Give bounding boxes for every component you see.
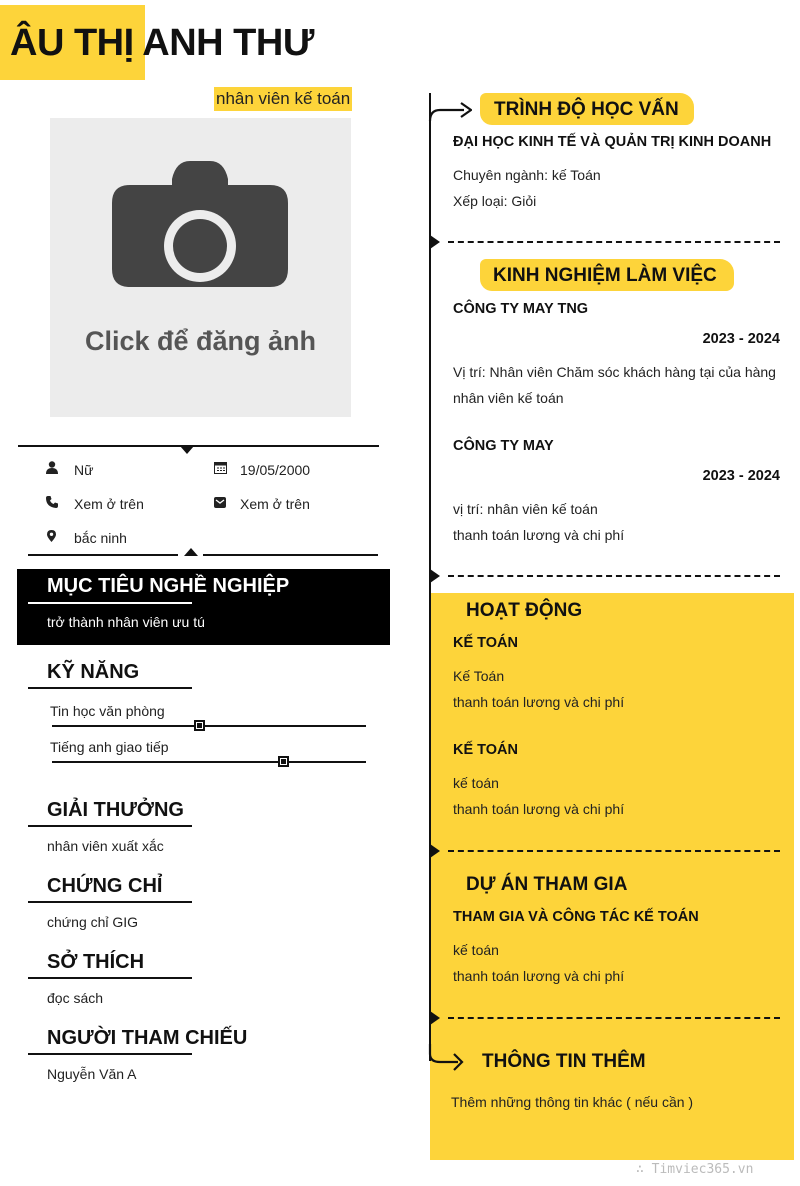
info-divider-bottom-left — [28, 554, 178, 556]
experience-detail[interactable]: thanh toán lương và chi phí — [453, 527, 625, 543]
references-title[interactable]: NGƯỜI THAM CHIẾU — [47, 1027, 248, 1049]
skill-name[interactable]: Tiếng anh giao tiếp — [50, 739, 169, 755]
experience-title[interactable]: KINH NGHIỆM LÀM VIỆC — [493, 265, 717, 286]
projects-title[interactable]: DỰ ÁN THAM GIA — [466, 874, 628, 895]
activities-title[interactable]: HOẠT ĐỘNG — [466, 600, 583, 621]
education-school[interactable]: ĐẠI HỌC KINH TẾ VÀ QUẢN TRỊ KINH DOANH — [453, 134, 772, 150]
objective-text[interactable]: trở thành nhân viên ưu tú — [47, 614, 205, 630]
timeline-marker — [430, 844, 440, 858]
job-title[interactable]: nhân viên kế toán — [214, 87, 352, 111]
activity-name[interactable]: KẾ TOÁN — [453, 742, 518, 758]
hobbies-underline — [28, 977, 192, 979]
experience-company[interactable]: CÔNG TY MAY TNG — [453, 301, 589, 317]
experience-period[interactable]: 2023 - 2024 — [702, 331, 780, 347]
gender-value[interactable]: Nữ — [74, 462, 94, 478]
birthday-value[interactable]: 19/05/2000 — [240, 462, 311, 478]
more-info-title[interactable]: THÔNG TIN THÊM — [482, 1051, 646, 1072]
project-detail[interactable]: thanh toán lương và chi phí — [453, 968, 625, 984]
education-major[interactable]: Chuyên ngành: kế Toán — [453, 167, 601, 183]
skill-track — [52, 761, 366, 763]
project-detail[interactable]: kế toán — [453, 942, 499, 958]
section-divider — [448, 575, 780, 577]
photo-upload[interactable] — [50, 118, 351, 417]
phone-icon — [46, 496, 58, 511]
activity-name[interactable]: KẾ TOÁN — [453, 635, 518, 651]
map-marker-icon — [47, 530, 56, 545]
photo-caption: Click để đăng ảnh — [84, 326, 317, 356]
camera-icon — [110, 161, 290, 311]
email-value[interactable]: Xem ở trên — [240, 496, 310, 512]
timeline-marker — [430, 1011, 440, 1025]
candidate-name[interactable]: ÂU THỊ ANH THƯ — [10, 22, 314, 64]
hobbies-title[interactable]: SỞ THÍCH — [47, 951, 145, 973]
caret-down-icon — [180, 446, 194, 454]
user-icon — [46, 461, 58, 477]
awards-text[interactable]: nhân viên xuất xắc — [47, 838, 164, 854]
arrow-right-icon — [428, 100, 472, 122]
watermark-text: Timviec365.vn — [651, 1162, 754, 1177]
arrow-right-icon — [428, 1042, 464, 1076]
timeline-marker — [430, 235, 440, 249]
experience-detail[interactable]: Vị trí: Nhân viên Chăm sóc khách hàng tại của hàng — [453, 364, 776, 380]
skills-title[interactable]: KỸ NĂNG — [47, 661, 140, 683]
section-divider — [448, 1017, 780, 1019]
education-title[interactable]: TRÌNH ĐỘ HỌC VẤN — [494, 99, 679, 120]
skill-name[interactable]: Tin học văn phòng — [50, 703, 165, 719]
section-divider — [448, 241, 780, 243]
envelope-icon — [214, 496, 226, 511]
awards-underline — [28, 825, 192, 827]
logo-icon: ∴ — [636, 1162, 652, 1177]
skills-underline — [28, 687, 192, 689]
skill-track — [52, 725, 366, 727]
timeline-marker — [430, 569, 440, 583]
watermark — [636, 1162, 753, 1177]
certificates-text[interactable]: chứng chỉ GIG — [47, 914, 139, 930]
phone-value[interactable]: Xem ở trên — [74, 496, 144, 512]
certificates-underline — [28, 901, 192, 903]
awards-title[interactable]: GIẢI THƯỞNG — [47, 799, 184, 821]
objective-title[interactable]: MỤC TIÊU NGHỀ NGHIỆP — [47, 575, 290, 597]
calendar-icon — [214, 461, 227, 477]
info-divider-bottom-right — [203, 554, 378, 556]
section-divider — [448, 850, 780, 852]
activity-detail[interactable]: thanh toán lương và chi phí — [453, 694, 625, 710]
references-underline — [28, 1053, 192, 1055]
info-divider-top — [18, 445, 379, 447]
hobbies-text[interactable]: đọc sách — [47, 990, 104, 1006]
more-info-text[interactable]: Thêm những thông tin khác ( nếu cần ) — [451, 1094, 694, 1110]
experience-detail[interactable]: nhân viên kế toán — [453, 390, 564, 406]
project-name[interactable]: THAM GIA VÀ CÔNG TÁC KẾ TOÁN — [453, 909, 699, 925]
activity-detail[interactable]: kế toán — [453, 775, 499, 791]
experience-company[interactable]: CÔNG TY MAY — [453, 438, 554, 454]
experience-period[interactable]: 2023 - 2024 — [702, 468, 780, 484]
objective-underline — [28, 602, 192, 604]
address-value[interactable]: bắc ninh — [74, 530, 127, 546]
education-rank[interactable]: Xếp loại: Giỏi — [453, 193, 537, 209]
certificates-title[interactable]: CHỨNG CHỈ — [47, 875, 163, 897]
skill-level-handle[interactable] — [278, 756, 289, 767]
references-text[interactable]: Nguyễn Văn A — [47, 1066, 137, 1082]
activity-detail[interactable]: thanh toán lương và chi phí — [453, 801, 625, 817]
skill-level-handle[interactable] — [194, 720, 205, 731]
activity-detail[interactable]: Kế Toán — [453, 668, 505, 684]
caret-up-icon — [184, 548, 198, 556]
experience-detail[interactable]: vị trí: nhân viên kế toán — [453, 501, 598, 517]
